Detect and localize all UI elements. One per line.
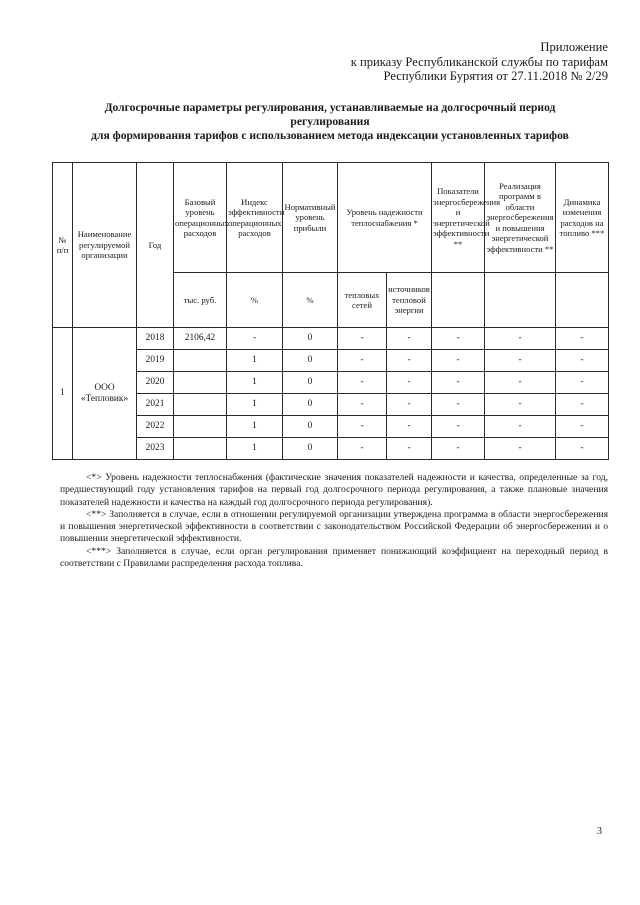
org-number: 1 <box>53 328 73 460</box>
cell-base: 2106,42 <box>174 328 227 350</box>
cell-base <box>174 438 227 460</box>
header-profit-level: Нормативный уровень прибыли <box>283 163 338 273</box>
appendix-line-2: к приказу Республиканской службы по тарифам <box>350 54 608 69</box>
cell-energy-indicators: - <box>432 416 485 438</box>
cell-networks: - <box>338 350 387 372</box>
cell-fuel-dynamics: - <box>556 328 609 350</box>
unit-networks: тепловых сетей <box>338 273 387 328</box>
unit-energy-indicators <box>432 273 485 328</box>
cell-index: - <box>227 328 283 350</box>
cell-sources: - <box>387 350 432 372</box>
cell-networks: - <box>338 394 387 416</box>
header-row <box>53 163 609 273</box>
cell-base <box>174 416 227 438</box>
header-year: Год <box>137 163 174 328</box>
unit-base: тыс. руб. <box>174 273 227 328</box>
table-row <box>53 372 609 394</box>
cell-sources: - <box>387 438 432 460</box>
cell-base <box>174 350 227 372</box>
cell-programs: - <box>485 438 556 460</box>
cell-base <box>174 394 227 416</box>
cell-norm: 0 <box>283 416 338 438</box>
table-row <box>53 350 609 372</box>
footnotes <box>60 472 608 570</box>
title-line-1: Долгосрочные параметры регулирования, устанавливаемые на долгосрочный период <box>104 101 556 114</box>
header-base-costs: Базовый уровень операционных расходов <box>174 163 227 273</box>
cell-energy-indicators: - <box>432 372 485 394</box>
cell-base <box>174 372 227 394</box>
table-row <box>53 394 609 416</box>
cell-year: 2020 <box>137 372 174 394</box>
org-name: ООО «Тепловик» <box>73 328 137 460</box>
cell-sources: - <box>387 328 432 350</box>
cell-norm: 0 <box>283 372 338 394</box>
cell-index: 1 <box>227 350 283 372</box>
cell-sources: - <box>387 394 432 416</box>
unit-fuel-dynamics <box>556 273 609 328</box>
cell-networks: - <box>338 416 387 438</box>
header-fuel-dynamics: Динамика изменения расходов на топливо *** <box>556 163 609 273</box>
cell-programs: - <box>485 416 556 438</box>
cell-year: 2021 <box>137 394 174 416</box>
header-efficiency-index: Индекс эффективности операционных расходов <box>227 163 283 273</box>
cell-fuel-dynamics: - <box>556 394 609 416</box>
cell-networks: - <box>338 438 387 460</box>
cell-energy-indicators: - <box>432 394 485 416</box>
document-title <box>40 101 620 143</box>
cell-index: 1 <box>227 394 283 416</box>
cell-year: 2019 <box>137 350 174 372</box>
footnote-energy-program: <**> Заполняется в случае, если в отношении регулируемой организации утверждена программа в области энергосбережения и повышения энергетической эффективности в соответствии с законодательством Российской Федерации об энергосбережении и о повышении энергетической эффективности. <box>60 508 608 545</box>
title-line-3: для формирования тарифов с использованием метода индексации установленных тарифов <box>91 129 569 142</box>
cell-fuel-dynamics: - <box>556 416 609 438</box>
header-programs: Реализация программ в области энергосбережения и повышения энергетической эффективности ** <box>485 163 556 273</box>
cell-energy-indicators: - <box>432 350 485 372</box>
cell-energy-indicators: - <box>432 328 485 350</box>
title-line-2: регулирования <box>290 115 370 128</box>
cell-index: 1 <box>227 372 283 394</box>
appendix-line-3: Республики Бурятия от 27.11.2018 № 2/29 <box>383 69 608 83</box>
cell-programs: - <box>485 350 556 372</box>
unit-sources: источников тепловой энергии <box>387 273 432 328</box>
footnote-reliability: <*> Уровень надежности теплоснабжения (фактические значения показателей надежности и качества, определенные за год, предшествующий году установления тарифов на первый год долгосрочного периода регулирования, а также плановые значения показателей надежности и качества на каждый год долгосрочного периода регулирования). <box>60 472 608 508</box>
cell-year: 2022 <box>137 416 174 438</box>
cell-networks: - <box>338 372 387 394</box>
page-number: 3 <box>597 826 602 837</box>
unit-index: % <box>227 273 283 328</box>
cell-fuel-dynamics: - <box>556 438 609 460</box>
cell-sources: - <box>387 372 432 394</box>
parameters-table <box>52 162 609 460</box>
header-num: № п/п <box>53 163 73 328</box>
cell-energy-indicators: - <box>432 438 485 460</box>
appendix-header <box>351 40 608 84</box>
cell-programs: - <box>485 328 556 350</box>
cell-sources: - <box>387 416 432 438</box>
header-org: Наименование регулируемой организации <box>73 163 137 328</box>
cell-fuel-dynamics: - <box>556 350 609 372</box>
table-row <box>53 438 609 460</box>
cell-programs: - <box>485 394 556 416</box>
cell-programs: - <box>485 372 556 394</box>
appendix-line-1: Приложение <box>540 40 608 54</box>
unit-programs <box>485 273 556 328</box>
header-reliability: Уровень надежности теплоснабжения * <box>338 163 432 273</box>
cell-norm: 0 <box>283 394 338 416</box>
footnote-fuel: <***> Заполняется в случае, если орган регулирования применяет понижающий коэффициент на переходный период в соответствии с Правилами распределения расхода топлива. <box>60 545 608 570</box>
table-row <box>53 328 609 350</box>
cell-norm: 0 <box>283 350 338 372</box>
cell-index: 1 <box>227 416 283 438</box>
cell-year: 2023 <box>137 438 174 460</box>
cell-norm: 0 <box>283 328 338 350</box>
cell-index: 1 <box>227 438 283 460</box>
header-energy-indicators: Показатели энергосбережения и энергетической эффективности ** <box>432 163 485 273</box>
table-row <box>53 416 609 438</box>
cell-networks: - <box>338 328 387 350</box>
cell-year: 2018 <box>137 328 174 350</box>
unit-norm: % <box>283 273 338 328</box>
cell-norm: 0 <box>283 438 338 460</box>
cell-fuel-dynamics: - <box>556 372 609 394</box>
